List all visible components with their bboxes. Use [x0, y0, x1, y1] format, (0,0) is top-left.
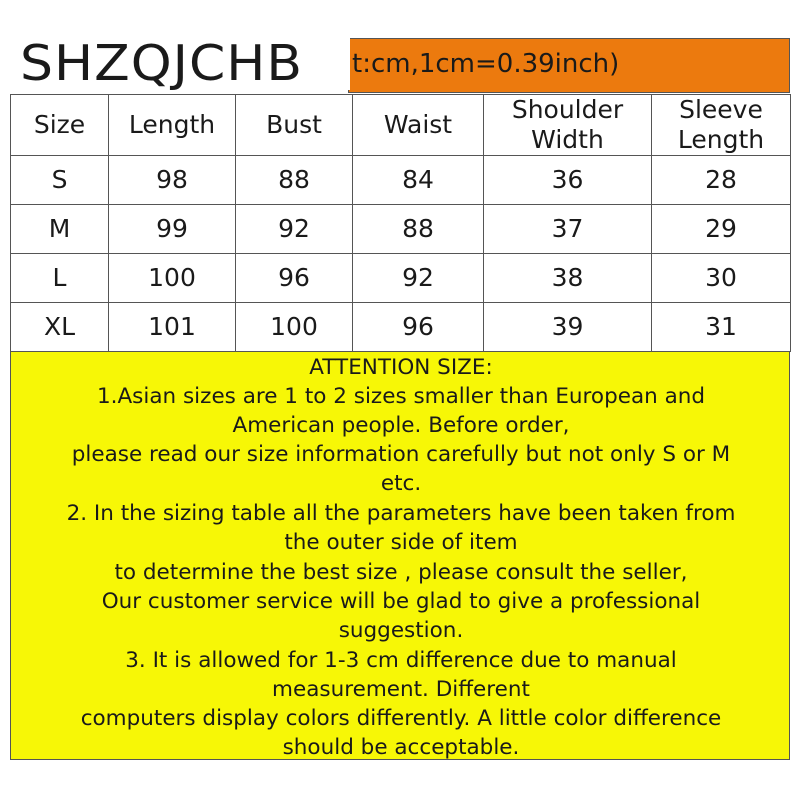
table-cell: 88 — [236, 156, 353, 205]
table-cell: 31 — [652, 303, 791, 352]
notes-line: 3. It is allowed for 1-3 cm difference due to manual — [125, 648, 677, 673]
notes-line: suggestion. — [338, 618, 464, 643]
table-row — [11, 303, 791, 352]
table-cell: 96 — [236, 254, 353, 303]
notes-line: the outer side of item — [284, 530, 518, 555]
table-cell: S — [11, 156, 109, 205]
table-header-row — [11, 95, 791, 156]
table-cell: 84 — [353, 156, 484, 205]
header-sleeve-length: Sleeve Length — [652, 95, 791, 156]
notes-line: American people. Before order, — [232, 413, 570, 438]
table-cell: 98 — [109, 156, 236, 205]
table-cell: 100 — [109, 254, 236, 303]
header-size: Size — [11, 95, 109, 156]
notes-line: 1.Asian sizes are 1 to 2 sizes smaller than European and — [96, 384, 706, 409]
header-shoulder-width: Shoulder Width — [484, 95, 652, 156]
table-cell: 29 — [652, 205, 791, 254]
table-cell: 101 — [109, 303, 236, 352]
table-cell: 28 — [652, 156, 791, 205]
table-cell: 37 — [484, 205, 652, 254]
notes-line: measurement. Different — [272, 677, 530, 702]
notes-line: to determine the best size , please consult the seller, — [114, 560, 688, 585]
table-cell: 96 — [353, 303, 484, 352]
table-cell: 38 — [484, 254, 652, 303]
table-cell: 100 — [236, 303, 353, 352]
notes-line: please read our size information carefully but not only S or M — [71, 442, 731, 467]
notes-line: etc. — [380, 471, 422, 496]
notes-title: ATTENTION SIZE: — [309, 355, 493, 380]
table-cell: 92 — [353, 254, 484, 303]
notes-line: Our customer service will be glad to give a professional — [101, 589, 701, 614]
brand-text: SHZQJCHB — [20, 35, 304, 93]
size-table — [10, 94, 791, 352]
header-bust: Bust — [236, 95, 353, 156]
brand-watermark — [8, 20, 350, 93]
unit-note-text: t:cm,1cm=0.39inch) — [352, 49, 620, 79]
table-cell: M — [11, 205, 109, 254]
table-cell: XL — [11, 303, 109, 352]
table-cell: 36 — [484, 156, 652, 205]
table-cell: 88 — [353, 205, 484, 254]
table-row — [11, 156, 791, 205]
table-cell: 99 — [109, 205, 236, 254]
attention-notes-panel — [10, 351, 790, 760]
table-row — [11, 254, 791, 303]
table-cell: 30 — [652, 254, 791, 303]
table-cell: 92 — [236, 205, 353, 254]
header-waist: Waist — [353, 95, 484, 156]
notes-line: should be acceptable. — [282, 735, 520, 760]
table-row — [11, 205, 791, 254]
header-length: Length — [109, 95, 236, 156]
notes-line: computers display colors differently. A little color difference — [80, 706, 722, 731]
table-cell: L — [11, 254, 109, 303]
notes-line: 2. In the sizing table all the parameters have been taken from — [66, 501, 736, 526]
table-cell: 39 — [484, 303, 652, 352]
